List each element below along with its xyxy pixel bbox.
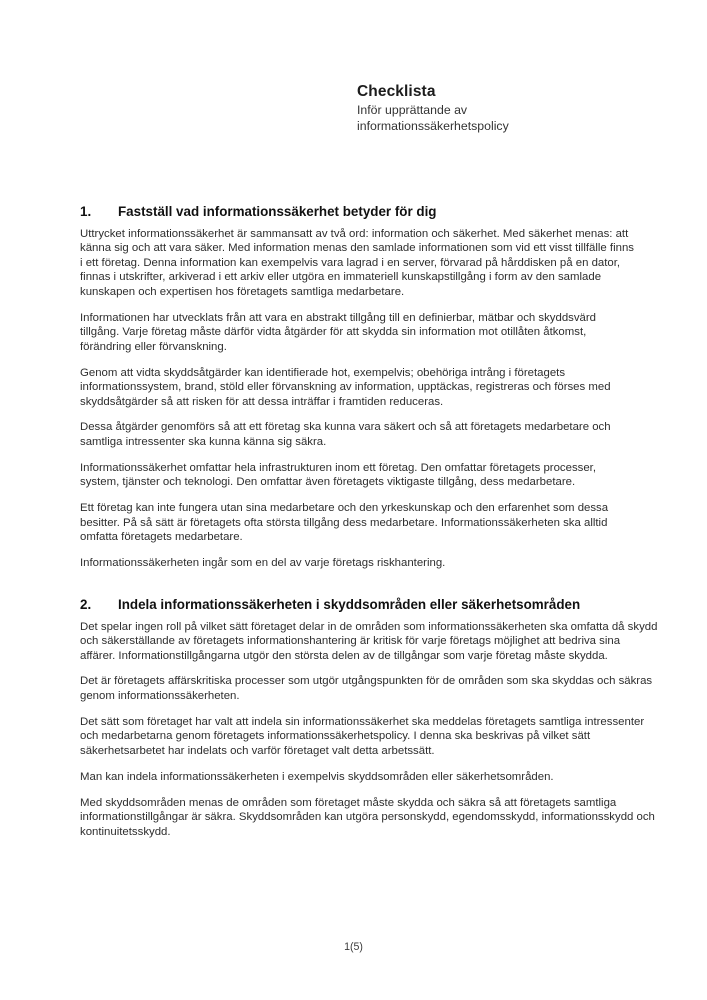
paragraph: Informationssäkerhet omfattar hela infrastrukturen inom ett företag. Den omfattar företagets processer, system, tjänster och teknologi. Den omfattar även företagets viktigaste tillgång, dess medarbetare. (80, 461, 596, 489)
paragraph: Ett företag kan inte fungera utan sina medarbetare och den yrkeskunskap och den erfarenhet som dessa besitter. På så sätt är företagets ofta största tillgång dess medarbetare. Informationssäkerheten ska alltid omfatta företagets medarbetare. (80, 502, 609, 544)
document-body (80, 203, 658, 839)
section-2-title: Indela informationssäkerheten i skyddsområden eller säkerhetsområden (118, 596, 581, 612)
paragraph: Man kan indela informationssäkerheten i exempelvis skyddsområden eller säkerhetsområden. (80, 770, 554, 783)
paragraph: Genom att vidta skyddsåtgärder kan identifierade hot, exempelvis; obehöriga intrång i företagets informationssystem, brand, stöld eller förvanskning av information, upptäckas, registreras och förses med skyddsåtgärder så att risken för att dessa inträffar i framtiden reduceras. (80, 366, 611, 408)
document-subtitle-line-2: informationssäkerhetspolicy (357, 119, 509, 133)
paragraph: Uttrycket informationssäkerhet är sammansatt av två ord: information och säkerhet. Med säkerhet menas: att känna sig och att vara säker. Med information menas den samlade informationen som vid ett visst tillfälle finns i ett företag. Denna information kan exempelvis vara lagrad i en server, förvarad på hårddisken på en dator, finnas i utskrifter, arkiverad i ett arkiv eller utgöra en immateriell kunskapstillgång i form av den samlade kunskapen och expertisen hos företagets samtliga medarbetare. (80, 228, 634, 298)
section-1 (80, 203, 635, 571)
paragraph: Det spelar ingen roll på vilket sätt företaget delar in de områden som informationssäkerheten ska omfatta då skydd och säkerställande av företagets informationshantering är kritisk för varje företags möjlighet att bedriva sina affärer. Informationstillgångarna utgör den största delen av de tillgångar som varje företag måste skydda. (80, 620, 658, 662)
section-2 (80, 596, 658, 839)
section-2-heading (80, 596, 658, 613)
document-header (357, 82, 657, 134)
paragraph: Informationssäkerheten ingår som en del av varje företags riskhantering. (80, 557, 446, 570)
paragraph: Det är företagets affärskritiska processer som utgör utgångspunkten för de områden som ska skyddas och säkras genom informationssäkerheten. (80, 675, 653, 702)
page-number-footer: 1(5) (344, 941, 363, 953)
paragraph: Dessa åtgärder genomförs så att ett företag ska kunna vara säkert och så att företagets medarbetare och samtliga intressenter ska kunna känna sig säkra. (80, 421, 611, 448)
paragraph: Det sätt som företaget har valt att indela sin informationssäkerhet ska meddelas företagets samtliga intressenter och medarbetarna genom företagets informationssäkerhetspolicy. I denna ska beskrivas på vilket sätt säkerhetsarbetet har indelats och varför företaget valt detta arbetssätt. (80, 715, 645, 757)
paragraph: Med skyddsområden menas de områden som företaget måste skydda och säkra så att företagets samtliga informationstillgångar är säkra. Skyddsområden kan utgöra personskydd, egendomsskydd, informationsskydd och kontinuitetsskydd. (80, 796, 655, 838)
section-1-heading (80, 203, 635, 220)
section-2-number: 2. (80, 596, 92, 612)
document-title: Checklista (357, 83, 436, 100)
section-1-title: Fastställ vad informationssäkerhet betyder för dig (118, 204, 437, 219)
paragraph: Informationen har utvecklats från att vara en abstrakt tillgång till en definierbar, mätbar och skyddsvärd tillgång. Varje företag måste därför vidta åtgärder för att skydda sin information mot otillåten åtkomst, förändring eller förvanskning. (80, 311, 597, 353)
document-subtitle-line-1: Inför upprättande av (357, 103, 468, 117)
section-1-number: 1. (80, 204, 92, 219)
